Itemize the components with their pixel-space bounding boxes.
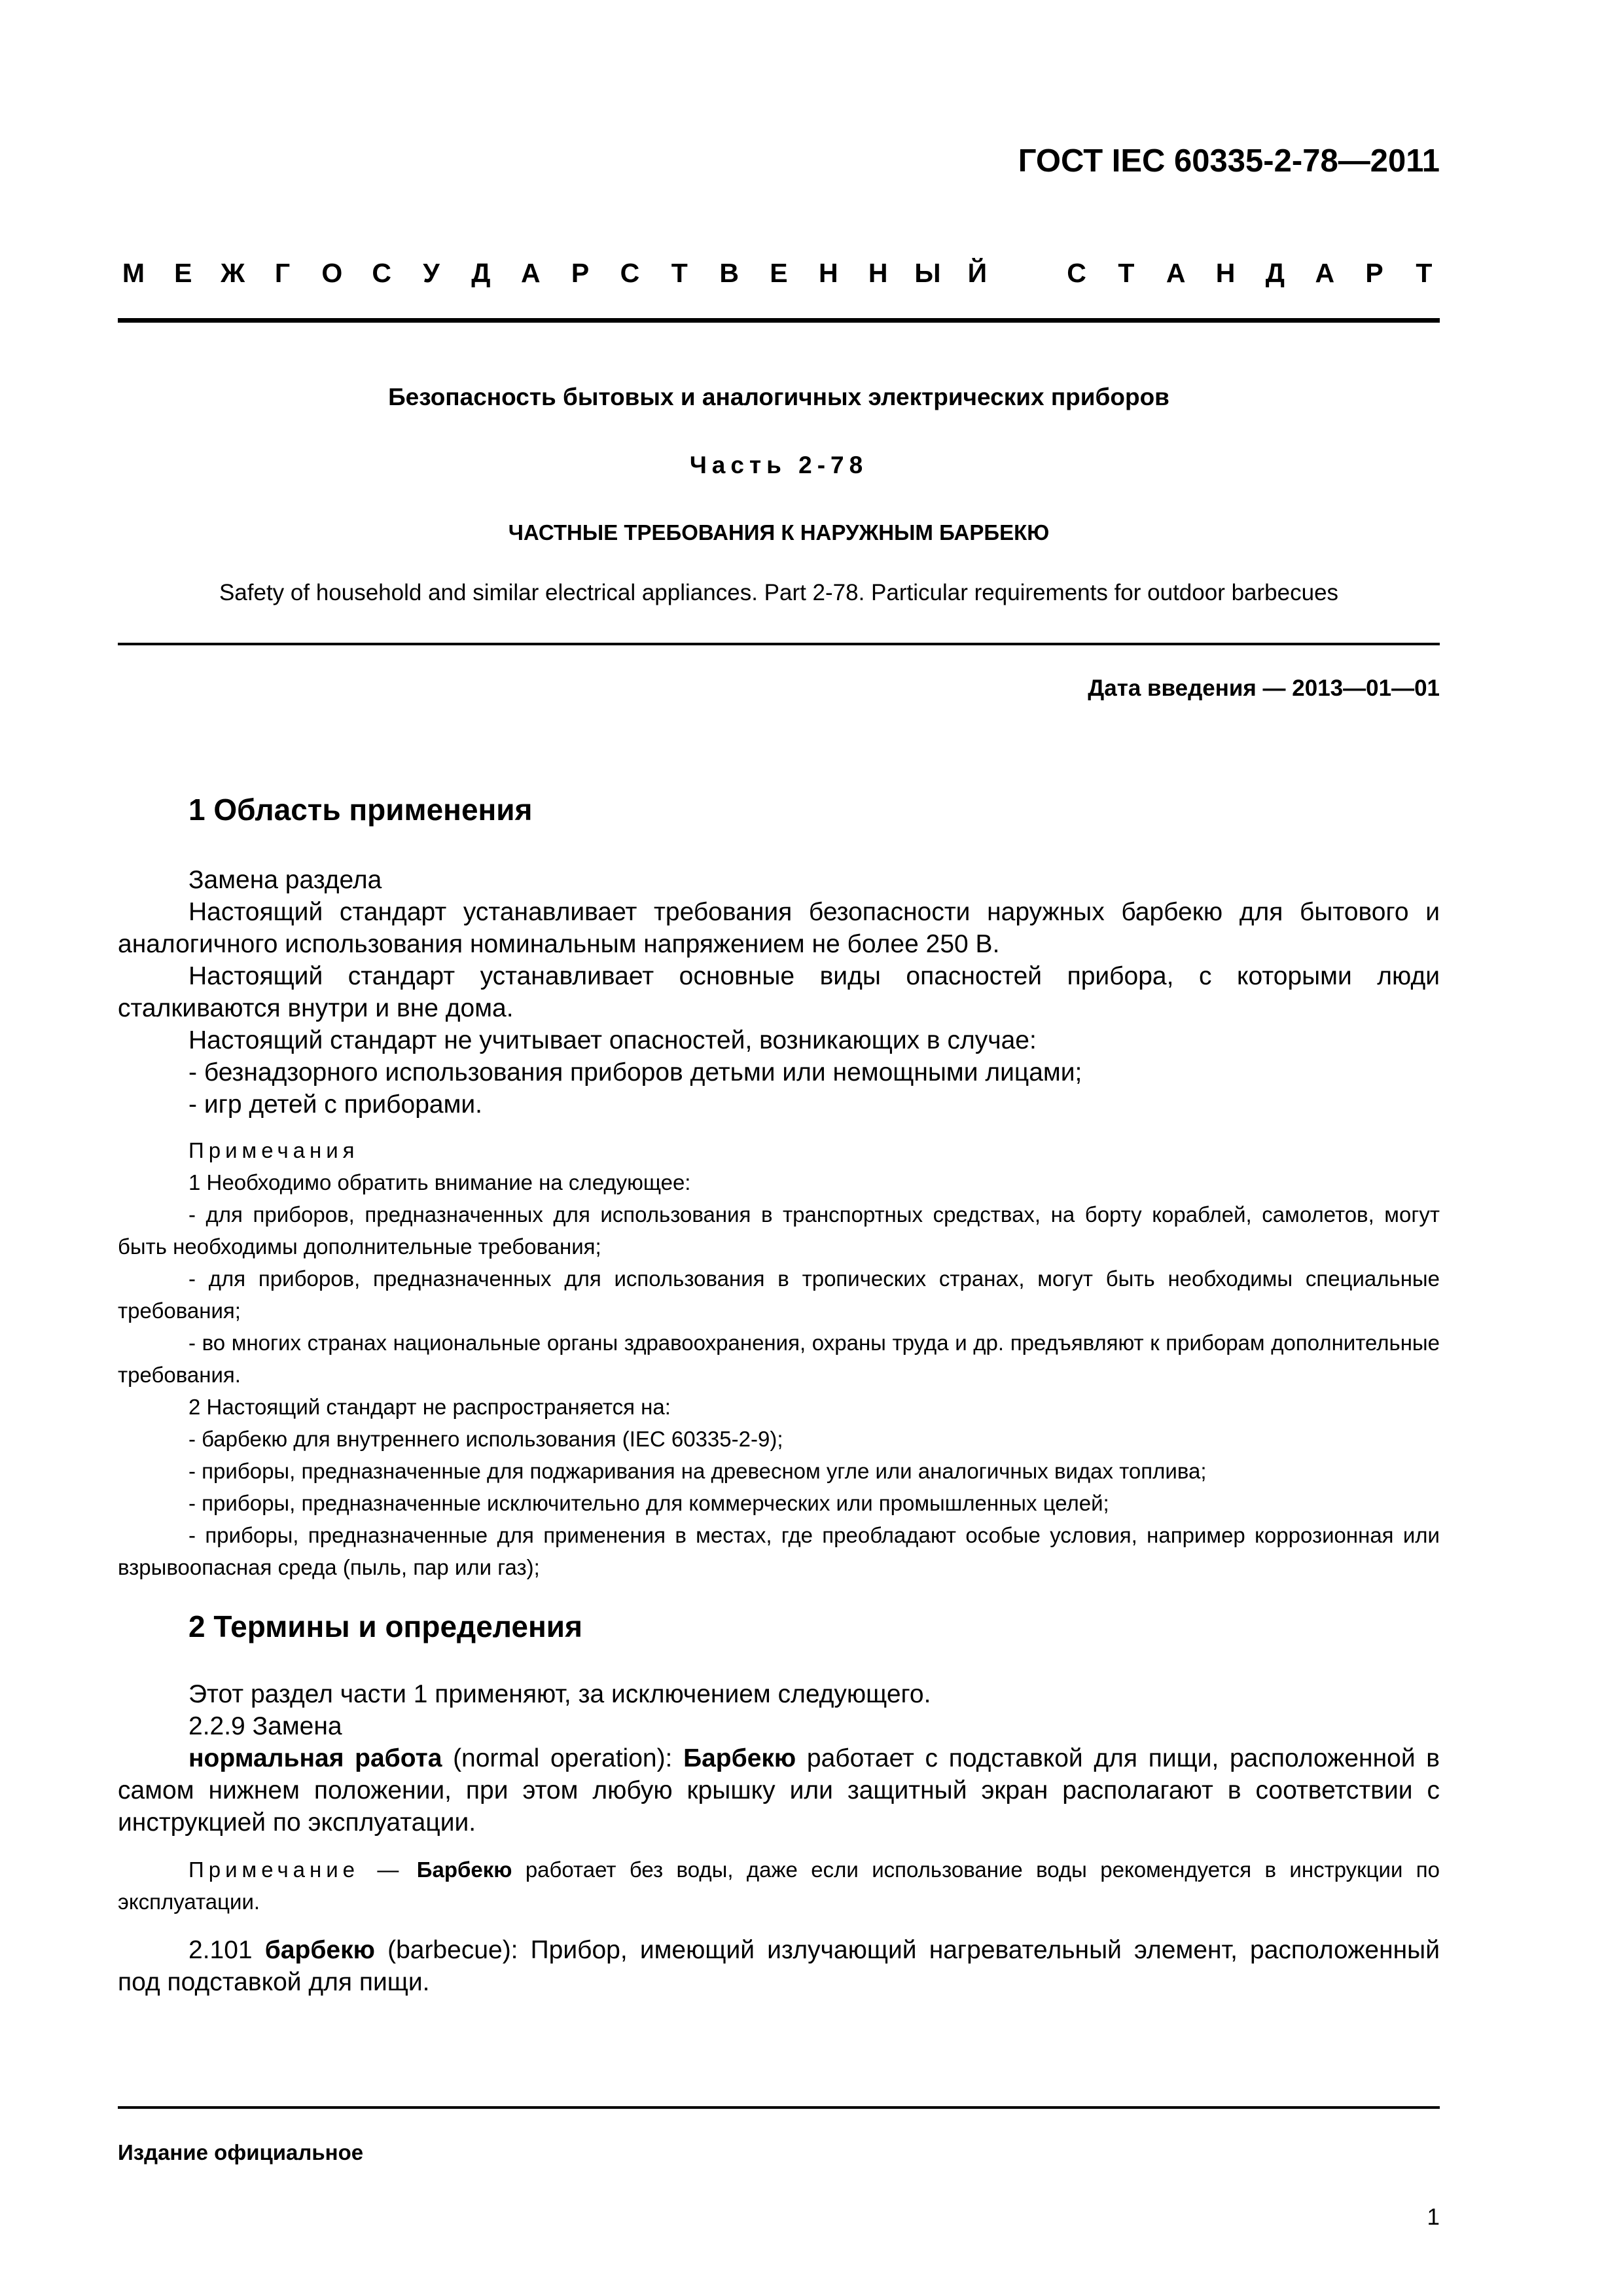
note-item: - приборы, предназначенные для применения в местах, где преобладают особые условия, например коррозионная или взрывоопасная среда (пыль, пар или газ); [118,1523,1440,1579]
list-item: - игр детей с приборами. [188,1090,483,1119]
introduction-date: Дата введения — 2013—01—01 [1088,675,1440,701]
definition-normal-operation [118,1742,1440,1839]
term-english: (normal operation): [442,1744,684,1772]
section-1-heading: 1 Область применения [188,793,533,827]
term: барбекю [264,1936,375,1964]
section-2-paragraph: Этот раздел части 1 применяют, за исключением следующего. [188,1680,931,1708]
note-item: - приборы, предназначенные для поджаривания на древесном угле или аналогичных видах топлива; [188,1459,1207,1483]
note-label: Примечание — [188,1857,404,1882]
definition-text: (barbecue): Прибор, имеющий излучающий нагревательный элемент, расположенный под подставкой для пищи. [118,1936,1440,1996]
standard-subtitle: ЧАСТНЫЕ ТРЕБОВАНИЯ К НАРУЖНЫМ БАРБЕКЮ [508,520,1050,545]
section-1-paragraph: Настоящий стандарт устанавливает требования безопасности наружных барбекю для бытового и аналогичного использования номинальным напряжением не более 250 В. [118,898,1440,958]
english-title: Safety of household and similar electrical appliances. Part 2-78. Particular requirements for outdoor barbecues [219,580,1339,605]
clause-number: 2.101 [188,1936,265,1964]
edition-label: Издание официальное [118,2140,364,2164]
section-1-replace: Замена раздела [188,866,382,894]
clause-number: 2.2.9 Замена [188,1712,342,1740]
section-1-paragraph: Настоящий стандарт устанавливает основные виды опасностей прибора, с которыми люди сталкиваются внутри и вне дома. [118,962,1440,1022]
term: Барбекю [683,1744,796,1772]
footer-rule [118,2106,1440,2109]
section-2-heading: 2 Термины и определения [188,1609,582,1643]
document-number: ГОСТ IEC 60335-2-78—2011 [1018,143,1440,179]
section-1-paragraph: Настоящий стандарт не учитывает опасностей, возникающих в случае: [188,1026,1037,1054]
note-item: - во многих странах национальные органы здравоохранения, охраны труда и др. предъявляют к приборам дополнительные требования. [118,1331,1440,1387]
note-item: - для приборов, предназначенных для использования в транспортных средствах, на борту кораблей, самолетов, могут быть необходимы дополнительные требования; [118,1202,1440,1259]
list-item: - безнадзорного использования приборов детьми или немощными лицами; [188,1058,1082,1086]
term: Барбекю [403,1857,512,1882]
note-item: 1 Необходимо обратить внимание на следующее: [188,1170,691,1194]
note-item: 2 Настоящий стандарт не распространяется на: [188,1395,671,1419]
note-item: - для приборов, предназначенных для использования в тропических странах, могут быть необходимы специальные требования; [118,1266,1440,1323]
note-item: - приборы, предназначенные исключительно для коммерческих или промышленных целей; [188,1491,1109,1515]
page-number: 1 [1427,2204,1440,2230]
title-rule [118,643,1440,645]
definition-barbecue [118,1934,1440,1998]
interstate-standard-heading: М Е Ж Г О С У Д А Р С Т В Е Н Н Ы Й С Т А Н Д А Р Т [122,258,1433,288]
standard-part: Часть 2-78 [689,452,868,478]
standard-title: Безопасность бытовых и аналогичных электрических приборов [388,384,1169,410]
note-text: работает без воды, даже если использование воды рекомендуется в инструкции по эксплуатации. [118,1857,1440,1914]
note-item: - барбекю для внутреннего использования (IEC 60335-2-9); [188,1427,783,1451]
document-page [118,0,1440,2296]
header-rule [118,318,1440,323]
definition-note [118,1854,1440,1918]
notes-label: Примечания [188,1138,359,1162]
term: нормальная работа [188,1744,442,1772]
definition-text: работает с подставкой для пищи, расположенной в самом нижнем положении, при этом любую крышку или защитный экран располагают в соответствии с инструкцией по эксплуатации. [118,1744,1440,1837]
